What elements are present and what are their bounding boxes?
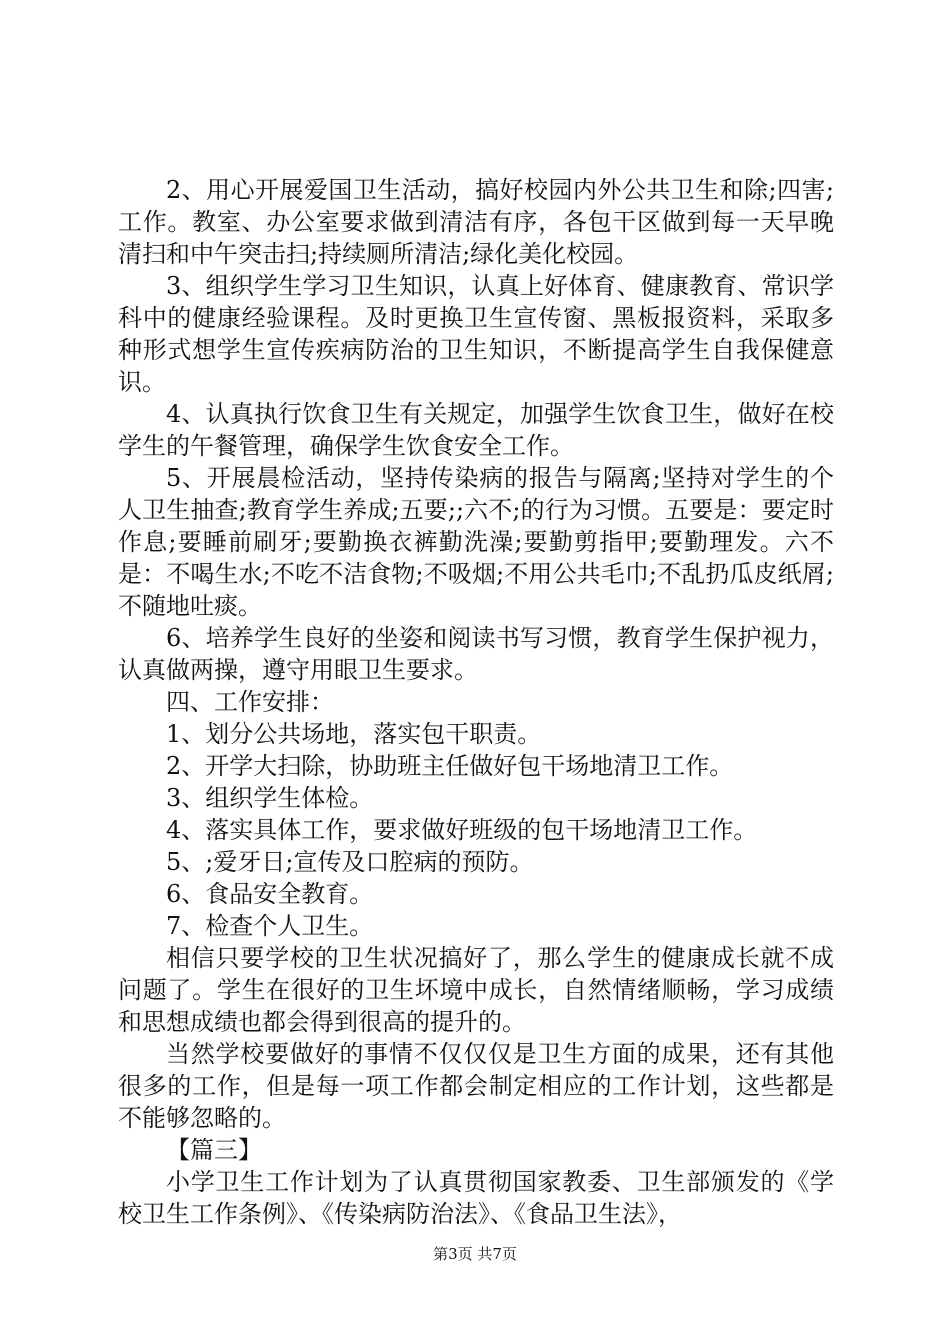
paragraph-2: 3、组织学生学习卫生知识，认真上好体育、健康教育、常识学科中的健康经验课程。及时更换卫生宣传窗、黑板报资料，采取多种形式想学生宣传疾病防治的卫生知识，不断提高学生自我保健意识。 [118, 272, 834, 396]
list-item-1: 1、划分公共场地，落实包干职责。 [166, 720, 542, 748]
page-number-footer: 第3页 共7页 [433, 1245, 517, 1263]
list-item-2: 2、开学大扫除，协助班主任做好包干场地清卫工作。 [166, 752, 734, 780]
list-item-5: 5、;爱牙日;宣传及口腔病的预防。 [166, 848, 534, 876]
paragraph-3: 4、认真执行饮食卫生有关规定，加强学生饮食卫生，做好在校学生的午餐管理，确保学生饮食安全工作。 [118, 400, 834, 460]
paragraph-conclusion-1: 相信只要学校的卫生状况搞好了，那么学生的健康成长就不成问题了。学生在很好的卫生坏境中成长，自然情绪顺畅，学习成绩和思想成绩也都会得到很高的提升的。 [118, 944, 834, 1036]
paragraph-5: 6、培养学生良好的坐姿和阅读书写习惯，教育学生保护视力，认真做两操，遵守用眼卫生要求。 [118, 624, 834, 684]
paragraph-4: 5、开展晨检活动，坚持传染病的报告与隔离;坚持对学生的个人卫生抽查;教育学生养成;五要;;六不;的行为习惯。五要是：要定时作息;要睡前刷牙;要勤换衣裤勤洗澡;要勤剪指甲;要勤理发。六不是：不喝生水;不吃不洁食物;不吸烟;不用公共毛巾;不乱扔瓜皮纸屑;不随地吐痰。 [118, 464, 834, 620]
document-body [118, 174, 834, 1230]
paragraph-part-three-intro: 小学卫生工作计划为了认真贯彻国家教委、卫生部颁发的《学校卫生工作条例》、《传染病防治法》、《食品卫生法》， [118, 1168, 834, 1228]
section-heading-work-arrangement: 四、工作安排： [166, 688, 334, 716]
list-item-7: 7、检查个人卫生。 [166, 912, 374, 940]
paragraph-1: 2、用心开展爱国卫生活动，搞好校园内外公共卫生和除;四害;工作。教室、办公室要求做到清洁有序，各包干区做到每一天早晚清扫和中午突击扫;持续厕所清洁;绿化美化校园。 [118, 176, 834, 268]
list-item-3: 3、组织学生体检。 [166, 784, 374, 812]
list-item-4: 4、落实具体工作，要求做好班级的包干场地清卫工作。 [166, 816, 758, 844]
section-heading-part-three: 【篇三】 [166, 1136, 262, 1164]
list-item-6: 6、食品安全教育。 [166, 880, 374, 908]
paragraph-conclusion-2: 当然学校要做好的事情不仅仅仅是卫生方面的成果，还有其他很多的工作，但是每一项工作都会制定相应的工作计划，这些都是不能够忽略的。 [118, 1040, 834, 1132]
